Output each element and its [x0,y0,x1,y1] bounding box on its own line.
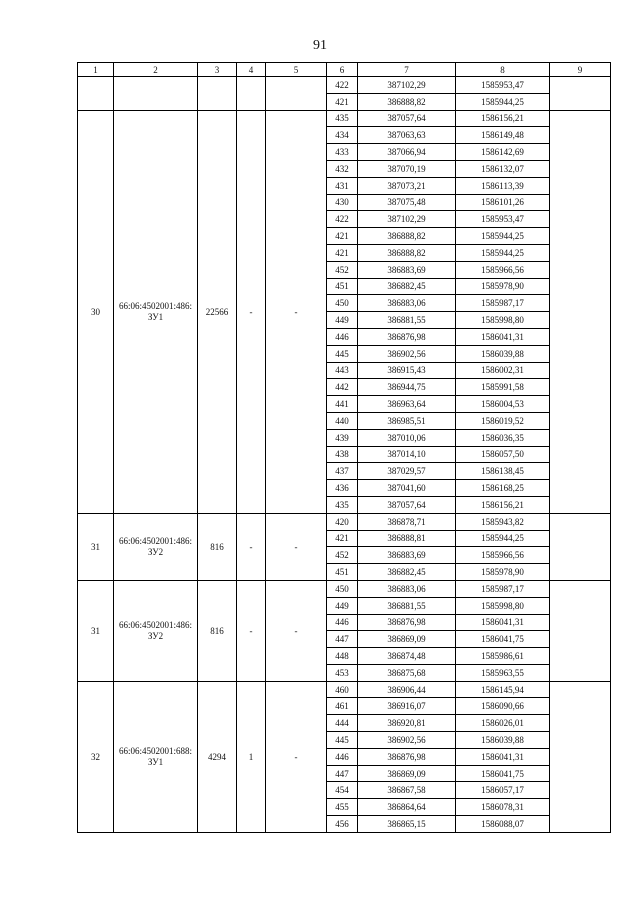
point-number-cell: 443 [327,362,358,379]
y-coordinate-cell: 1586101,26 [456,194,550,211]
y-coordinate-cell: 1586168,25 [456,480,550,497]
y-coordinate-cell: 1586132,07 [456,160,550,177]
header-cell: 5 [266,63,327,77]
point-number-cell: 437 [327,463,358,480]
plot-number-cell: 30 [78,110,114,513]
column-4-cell: 1 [237,681,266,832]
header-cell: 1 [78,63,114,77]
area-cell: 4294 [198,681,237,832]
x-coordinate-cell: 386916,07 [358,698,456,715]
x-coordinate-cell: 387102,29 [358,211,456,228]
y-coordinate-cell: 1585943,82 [456,513,550,530]
point-number-cell: 451 [327,278,358,295]
y-coordinate-cell: 1586149,48 [456,127,550,144]
x-coordinate-cell: 386963,64 [358,396,456,413]
y-coordinate-cell: 1585953,47 [456,77,550,94]
point-number-cell: 445 [327,345,358,362]
y-coordinate-cell: 1586113,39 [456,177,550,194]
x-coordinate-cell: 387075,48 [358,194,456,211]
cadastral-number-suffix: ЗУ2 [147,546,164,557]
cadastral-number-cell [114,513,198,580]
y-coordinate-cell: 1586138,45 [456,463,550,480]
y-coordinate-cell: 1585944,25 [456,93,550,110]
y-coordinate-cell: 1585998,80 [456,312,550,329]
x-coordinate-cell: 386869,09 [358,631,456,648]
y-coordinate-cell: 1586041,75 [456,765,550,782]
y-coordinate-cell: 1586004,53 [456,396,550,413]
point-number-cell: 435 [327,110,358,127]
x-coordinate-cell: 386906,44 [358,681,456,698]
y-coordinate-cell: 1586041,31 [456,614,550,631]
page-number: 91 [313,38,327,53]
y-coordinate-cell: 1586041,31 [456,328,550,345]
point-number-cell: 446 [327,328,358,345]
x-coordinate-cell: 386888,82 [358,244,456,261]
column-4-cell: - [237,513,266,580]
y-coordinate-cell: 1586145,94 [456,681,550,698]
x-coordinate-cell: 386883,69 [358,261,456,278]
y-coordinate-cell: 1586026,01 [456,715,550,732]
point-number-cell: 447 [327,631,358,648]
cadastral-number-suffix: ЗУ2 [147,630,164,641]
header-cell: 6 [327,63,358,77]
x-coordinate-cell: 387041,60 [358,480,456,497]
y-coordinate-cell: 1585987,17 [456,580,550,597]
point-number-cell: 444 [327,715,358,732]
x-coordinate-cell: 387073,21 [358,177,456,194]
point-number-cell: 435 [327,496,358,513]
y-coordinate-cell: 1586090,66 [456,698,550,715]
header-cell: 8 [456,63,550,77]
area-cell [198,77,237,111]
y-coordinate-cell: 1586019,52 [456,412,550,429]
point-number-cell: 456 [327,816,358,833]
y-coordinate-cell: 1586002,31 [456,362,550,379]
point-number-cell: 449 [327,597,358,614]
point-number-cell: 460 [327,681,358,698]
point-number-cell: 431 [327,177,358,194]
cadastral-number-cell [114,77,198,111]
y-coordinate-cell: 1585944,25 [456,228,550,245]
point-number-cell: 450 [327,295,358,312]
cadastral-number-cell [114,681,198,832]
header-cell: 4 [237,63,266,77]
x-coordinate-cell: 386869,09 [358,765,456,782]
point-number-cell: 452 [327,261,358,278]
x-coordinate-cell: 386882,45 [358,564,456,581]
x-coordinate-cell: 386881,55 [358,312,456,329]
y-coordinate-cell: 1585963,55 [456,664,550,681]
x-coordinate-cell: 387010,06 [358,429,456,446]
x-coordinate-cell: 386883,06 [358,580,456,597]
x-coordinate-cell: 386902,56 [358,732,456,749]
column-4-cell [237,77,266,111]
point-number-cell: 430 [327,194,358,211]
y-coordinate-cell: 1585986,61 [456,648,550,665]
plot-number-cell [78,77,114,111]
point-number-cell: 420 [327,513,358,530]
column-5-cell: - [266,681,327,832]
point-number-cell: 448 [327,648,358,665]
x-coordinate-cell: 386876,98 [358,614,456,631]
x-coordinate-cell: 386867,58 [358,782,456,799]
point-number-cell: 440 [327,412,358,429]
column-5-cell: - [266,513,327,580]
point-number-cell: 436 [327,480,358,497]
y-coordinate-cell: 1586078,31 [456,799,550,816]
y-coordinate-cell: 1585987,17 [456,295,550,312]
y-coordinate-cell: 1585991,58 [456,379,550,396]
x-coordinate-cell: 387066,94 [358,144,456,161]
y-coordinate-cell: 1586041,75 [456,631,550,648]
y-coordinate-cell: 1586057,17 [456,782,550,799]
table-row [78,681,611,698]
point-number-cell: 442 [327,379,358,396]
point-number-cell: 421 [327,244,358,261]
column-9-cell [550,110,611,513]
cadastral-number-prefix: 66:06:4502001:486: [118,619,192,630]
header-cell: 7 [358,63,456,77]
x-coordinate-cell: 386915,43 [358,362,456,379]
x-coordinate-cell: 386878,71 [358,513,456,530]
x-coordinate-cell: 386944,75 [358,379,456,396]
area-cell: 816 [198,513,237,580]
point-number-cell: 422 [327,211,358,228]
point-number-cell: 441 [327,396,358,413]
x-coordinate-cell: 386875,68 [358,664,456,681]
table-body [78,63,611,833]
point-number-cell: 455 [327,799,358,816]
header-cell: 2 [114,63,198,77]
point-number-cell: 451 [327,564,358,581]
x-coordinate-cell: 386883,69 [358,547,456,564]
point-number-cell: 433 [327,144,358,161]
table-row [78,110,611,127]
x-coordinate-cell: 386864,64 [358,799,456,816]
table-row [78,580,611,597]
plot-number-cell: 32 [78,681,114,832]
column-4-cell: - [237,580,266,681]
point-number-cell: 461 [327,698,358,715]
x-coordinate-cell: 387057,64 [358,110,456,127]
x-coordinate-cell: 386865,15 [358,816,456,833]
point-number-cell: 434 [327,127,358,144]
y-coordinate-cell: 1585944,25 [456,530,550,547]
cadastral-number-suffix: ЗУ1 [147,756,164,767]
x-coordinate-cell: 386876,98 [358,748,456,765]
x-coordinate-cell: 386882,45 [358,278,456,295]
x-coordinate-cell: 387029,57 [358,463,456,480]
y-coordinate-cell: 1586057,50 [456,446,550,463]
point-number-cell: 446 [327,748,358,765]
x-coordinate-cell: 386888,82 [358,228,456,245]
y-coordinate-cell: 1585978,90 [456,278,550,295]
header-cell: 9 [550,63,611,77]
x-coordinate-cell: 387063,63 [358,127,456,144]
cadastral-number-cell [114,110,198,513]
header-row [78,63,611,77]
plot-number-cell: 31 [78,580,114,681]
point-number-cell: 450 [327,580,358,597]
y-coordinate-cell: 1586036,35 [456,429,550,446]
point-number-cell: 421 [327,530,358,547]
point-number-cell: 447 [327,765,358,782]
area-cell: 22566 [198,110,237,513]
column-4-cell: - [237,110,266,513]
cadastral-number-cell [114,580,198,681]
cadastral-number-prefix: 66:06:4502001:486: [118,300,192,311]
plot-number-cell: 31 [78,513,114,580]
point-number-cell: 422 [327,77,358,94]
column-5-cell [266,77,327,111]
point-number-cell: 445 [327,732,358,749]
cadastral-number-prefix: 66:06:4502001:688: [118,745,192,756]
y-coordinate-cell: 1586039,88 [456,732,550,749]
cadastral-number-prefix: 66:06:4502001:486: [118,535,192,546]
y-coordinate-cell: 1586142,69 [456,144,550,161]
header-cell: 3 [198,63,237,77]
point-number-cell: 438 [327,446,358,463]
y-coordinate-cell: 1586041,31 [456,748,550,765]
y-coordinate-cell: 1586156,21 [456,496,550,513]
x-coordinate-cell: 386920,81 [358,715,456,732]
point-number-cell: 452 [327,547,358,564]
point-number-cell: 439 [327,429,358,446]
point-number-cell: 421 [327,93,358,110]
y-coordinate-cell: 1586039,88 [456,345,550,362]
column-9-cell [550,513,611,580]
x-coordinate-cell: 386985,51 [358,412,456,429]
x-coordinate-cell: 386876,98 [358,328,456,345]
y-coordinate-cell: 1586088,07 [456,816,550,833]
column-9-cell [550,77,611,111]
x-coordinate-cell: 386874,48 [358,648,456,665]
x-coordinate-cell: 387057,64 [358,496,456,513]
column-9-cell [550,681,611,832]
point-number-cell: 432 [327,160,358,177]
point-number-cell: 446 [327,614,358,631]
cadastral-number-suffix: ЗУ1 [147,311,164,322]
point-number-cell: 454 [327,782,358,799]
x-coordinate-cell: 386902,56 [358,345,456,362]
table-row [78,77,611,94]
y-coordinate-cell: 1586156,21 [456,110,550,127]
x-coordinate-cell: 387014,10 [358,446,456,463]
table-row [78,513,611,530]
column-5-cell: - [266,110,327,513]
y-coordinate-cell: 1585966,56 [456,261,550,278]
point-number-cell: 449 [327,312,358,329]
y-coordinate-cell: 1585944,25 [456,244,550,261]
x-coordinate-cell: 387070,19 [358,160,456,177]
x-coordinate-cell: 386883,06 [358,295,456,312]
y-coordinate-cell: 1585953,47 [456,211,550,228]
column-9-cell [550,580,611,681]
x-coordinate-cell: 386881,55 [358,597,456,614]
column-5-cell: - [266,580,327,681]
coordinates-table [77,62,611,833]
point-number-cell: 453 [327,664,358,681]
x-coordinate-cell: 386888,82 [358,93,456,110]
y-coordinate-cell: 1585966,56 [456,547,550,564]
x-coordinate-cell: 387102,29 [358,77,456,94]
area-cell: 816 [198,580,237,681]
y-coordinate-cell: 1585978,90 [456,564,550,581]
point-number-cell: 421 [327,228,358,245]
y-coordinate-cell: 1585998,80 [456,597,550,614]
x-coordinate-cell: 386888,81 [358,530,456,547]
